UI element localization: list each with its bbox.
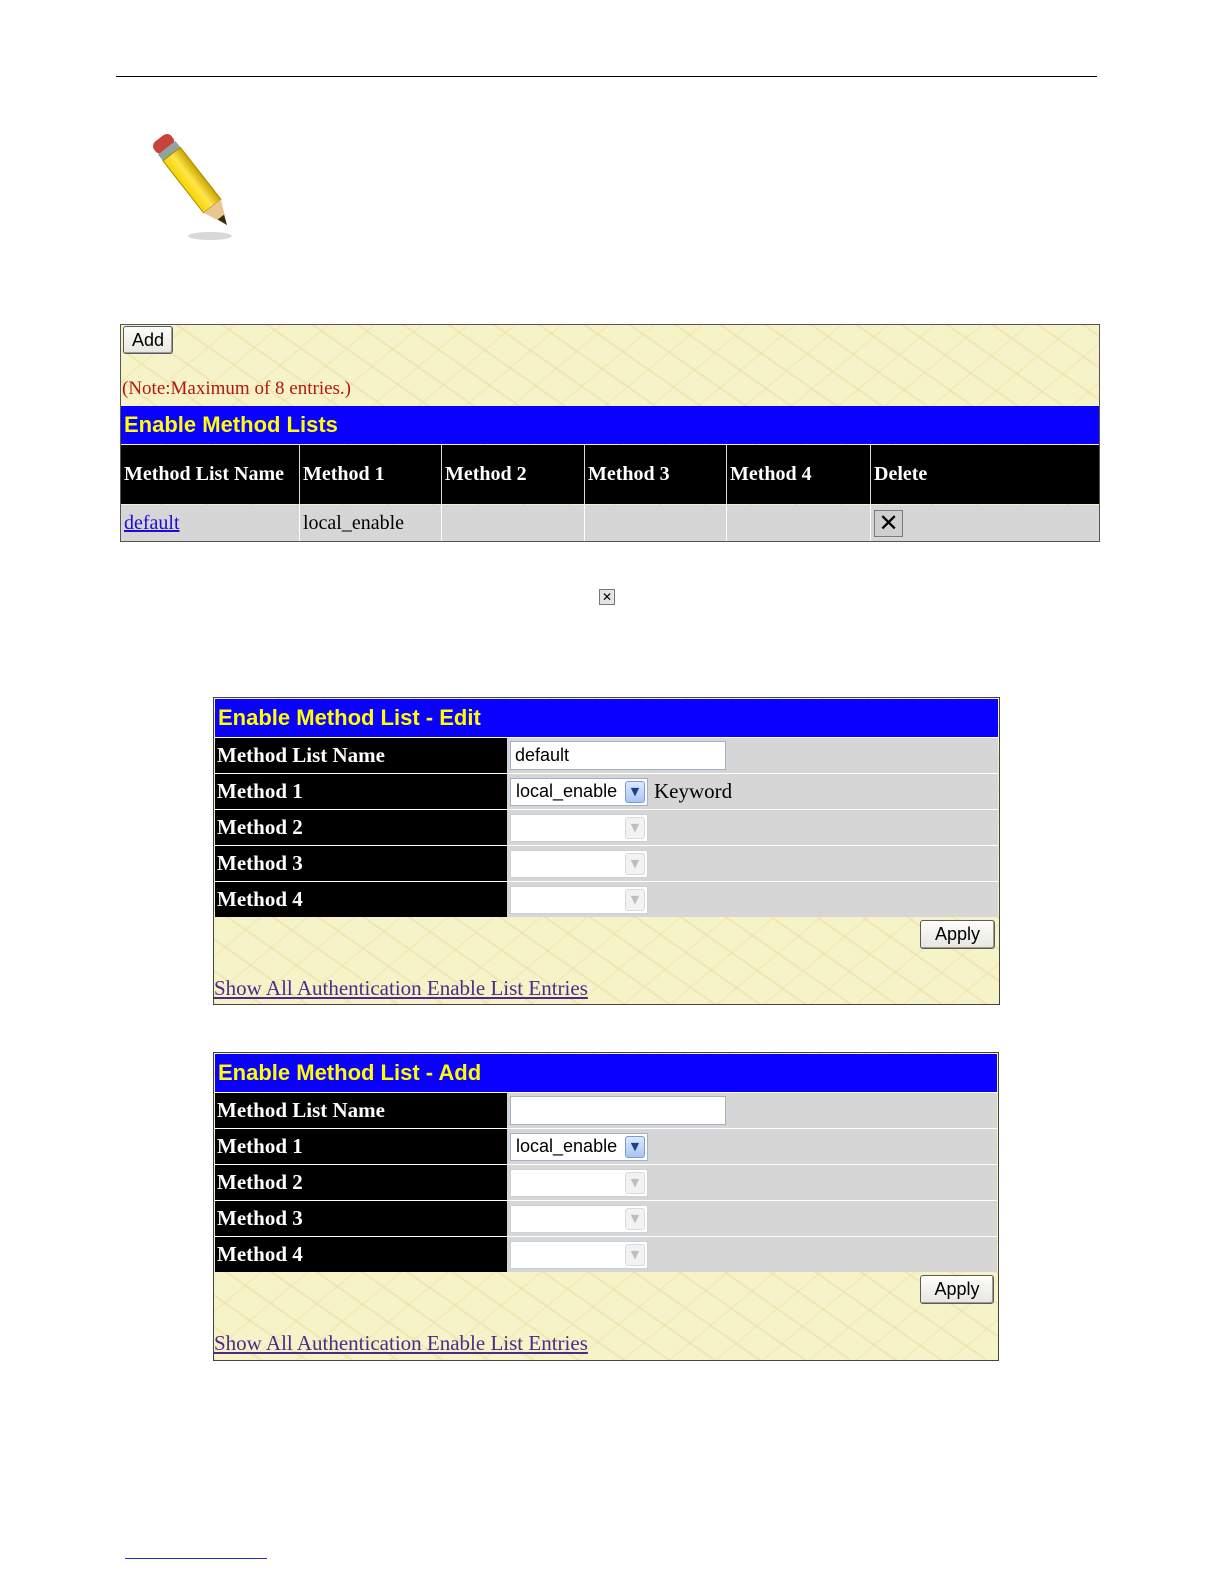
chevron-down-icon: ▼ bbox=[625, 781, 645, 803]
edit-method3-select[interactable] bbox=[510, 850, 648, 878]
max-entries-note: (Note:Maximum of 8 entries.) bbox=[122, 378, 352, 399]
edit-label-method3: Method 3 bbox=[215, 846, 507, 881]
edit-row-method3 bbox=[215, 845, 998, 881]
method-list-link[interactable]: default bbox=[124, 511, 180, 534]
add-method4-select[interactable] bbox=[510, 1241, 648, 1269]
edit-label-method1: Method 1 bbox=[215, 774, 507, 809]
add-label-method1: Method 1 bbox=[215, 1129, 507, 1164]
col-method-3: Method 3 bbox=[585, 445, 727, 504]
chevron-down-icon: ▼ bbox=[625, 889, 645, 911]
list-title-bar bbox=[121, 406, 1099, 444]
add-row-method2 bbox=[215, 1164, 997, 1200]
col-method-list-name: Method List Name bbox=[121, 445, 300, 504]
edit-label-name: Method List Name bbox=[215, 738, 507, 773]
edit-row-method4 bbox=[215, 881, 998, 917]
add-label-name: Method List Name bbox=[215, 1093, 507, 1128]
add-method-list-name-input[interactable] bbox=[510, 1096, 726, 1125]
edit-label-method2: Method 2 bbox=[215, 810, 507, 845]
col-method-4: Method 4 bbox=[727, 445, 871, 504]
edit-show-all-link[interactable]: Show All Authentication Enable List Entries bbox=[214, 976, 588, 1000]
col-method-1: Method 1 bbox=[300, 445, 442, 504]
list-title: Enable Method Lists bbox=[124, 412, 338, 437]
add-label-method3: Method 3 bbox=[215, 1201, 507, 1236]
col-method-2: Method 2 bbox=[442, 445, 585, 504]
edit-form bbox=[213, 697, 1000, 1005]
col-delete: Delete bbox=[874, 463, 928, 485]
add-row-method4 bbox=[215, 1236, 997, 1272]
chevron-down-icon: ▼ bbox=[625, 1172, 645, 1194]
chevron-down-icon: ▼ bbox=[625, 1244, 645, 1266]
edit-method2-select[interactable] bbox=[510, 814, 648, 842]
edit-label-method4: Method 4 bbox=[215, 882, 507, 917]
list-header-row bbox=[121, 445, 1099, 504]
add-title-bar bbox=[215, 1054, 997, 1092]
edit-keyword-label: Keyword bbox=[654, 779, 733, 803]
edit-method4-select[interactable] bbox=[510, 886, 648, 914]
edit-method-list-name-input[interactable]: default bbox=[510, 741, 726, 770]
chevron-down-icon: ▼ bbox=[625, 1208, 645, 1230]
close-icon: ✕ bbox=[878, 509, 899, 537]
add-apply-button[interactable]: Apply bbox=[920, 1275, 994, 1304]
row-name-cell bbox=[121, 505, 300, 541]
footer-rule bbox=[125, 1558, 267, 1559]
row-method2-cell bbox=[442, 505, 585, 541]
chevron-down-icon: ▼ bbox=[625, 1136, 645, 1158]
add-title: Enable Method List - Add bbox=[218, 1060, 482, 1085]
table-row bbox=[121, 505, 1099, 541]
edit-apply-button[interactable]: Apply bbox=[920, 920, 995, 949]
pencil-icon bbox=[140, 124, 250, 244]
edit-method1-value: local_enable bbox=[516, 781, 618, 801]
edit-row-name bbox=[215, 737, 998, 773]
delete-button[interactable] bbox=[874, 510, 903, 537]
edit-row-method2 bbox=[215, 809, 998, 845]
row-method3-cell bbox=[585, 505, 727, 541]
edit-title-bar bbox=[215, 699, 998, 737]
edit-method1-select[interactable] bbox=[510, 778, 648, 806]
add-method1-value: local_enable bbox=[516, 1136, 618, 1156]
add-row-method1 bbox=[215, 1128, 997, 1164]
add-method2-select[interactable] bbox=[510, 1169, 648, 1197]
chevron-down-icon: ▼ bbox=[625, 817, 645, 839]
chevron-down-icon: ▼ bbox=[625, 853, 645, 875]
add-button[interactable]: Add bbox=[123, 326, 173, 354]
row-method1-cell: local_enable bbox=[300, 505, 442, 541]
add-row-method3 bbox=[215, 1200, 997, 1236]
close-icon: ✕ bbox=[599, 589, 615, 605]
add-label-method2: Method 2 bbox=[215, 1165, 507, 1200]
add-method1-select[interactable] bbox=[510, 1133, 648, 1161]
method-list-panel bbox=[120, 324, 1100, 542]
row-delete-cell bbox=[871, 505, 1099, 541]
add-show-all-link[interactable]: Show All Authentication Enable List Entries bbox=[214, 1331, 588, 1355]
add-row-name bbox=[215, 1092, 997, 1128]
add-label-method4: Method 4 bbox=[215, 1237, 507, 1272]
add-method3-select[interactable] bbox=[510, 1205, 648, 1233]
edit-row-method1 bbox=[215, 773, 998, 809]
edit-title: Enable Method List - Edit bbox=[218, 705, 481, 730]
add-form bbox=[213, 1052, 999, 1361]
row-method4-cell bbox=[727, 505, 871, 541]
header-rule bbox=[116, 76, 1097, 77]
